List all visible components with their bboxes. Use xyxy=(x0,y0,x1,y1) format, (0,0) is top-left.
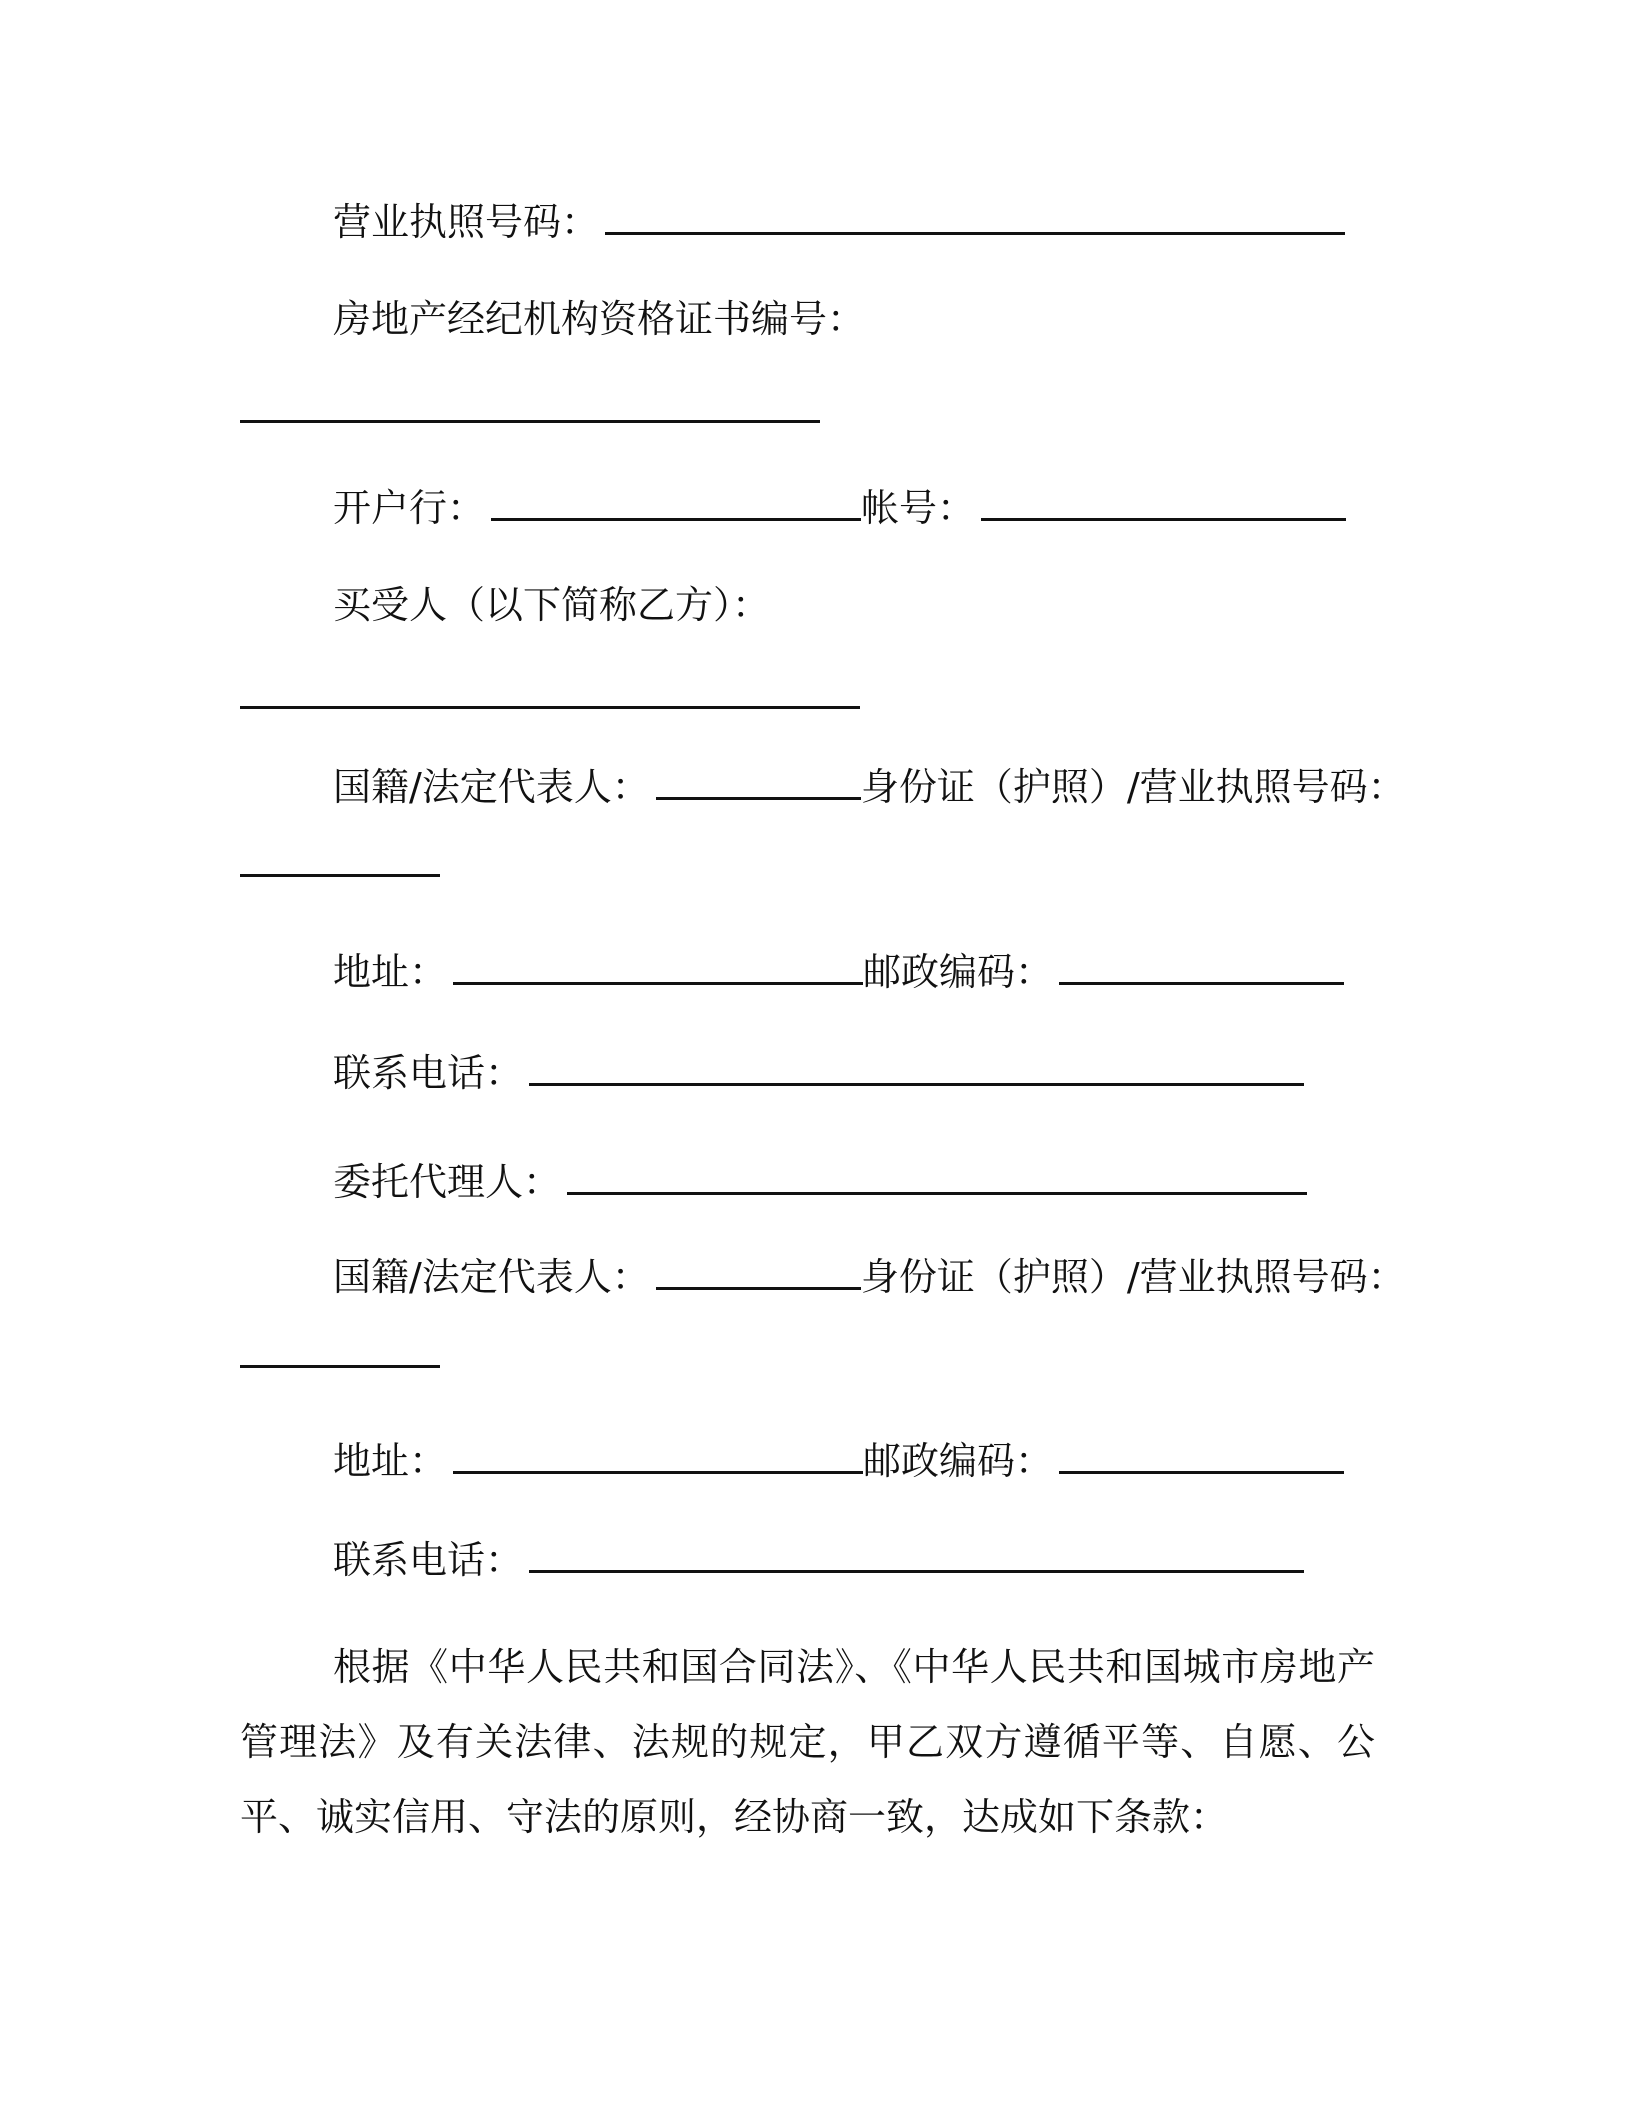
buyer-address-label: 地址： xyxy=(333,950,448,994)
buyer-nationality-label: 国籍/法定代表人： xyxy=(333,765,650,809)
agent-heading: 委托代理人： xyxy=(333,1160,562,1204)
buyer-phone-row xyxy=(333,1043,1304,1098)
agent-address-label: 地址： xyxy=(333,1439,448,1483)
agent-phone-row xyxy=(333,1530,1304,1585)
buyer-phone-blank[interactable] xyxy=(529,1043,1304,1086)
bank-blank[interactable] xyxy=(491,478,861,521)
agent-id-label: 身份证（护照）/营业执照号码： xyxy=(860,1255,1406,1299)
agency-cert-blank-row xyxy=(240,380,820,435)
agent-id-blank[interactable] xyxy=(240,1325,440,1368)
buyer-address-blank[interactable] xyxy=(453,942,863,985)
agent-nationality-label: 国籍/法定代表人： xyxy=(333,1255,650,1299)
buyer-phone-label: 联系电话： xyxy=(333,1051,524,1095)
agent-id-blank-row xyxy=(240,1325,440,1380)
license-number-label: 营业执照号码： xyxy=(333,200,600,244)
preamble-paragraph: 根据《中华人民共和国合同法》、《中华人民共和国城市房地产管理法》及有关法律、法规的规定，甲乙双方遵循平等、自愿、公平、诚实信用、守法的原则，经协商一致，达成如下条款： xyxy=(240,1645,1375,1839)
agent-postcode-blank[interactable] xyxy=(1059,1431,1344,1474)
account-label: 帐号： xyxy=(861,486,976,530)
agent-nationality-blank[interactable] xyxy=(656,1247,861,1290)
agent-phone-label: 联系电话： xyxy=(333,1538,524,1582)
agent-phone-blank[interactable] xyxy=(529,1530,1304,1573)
agency-cert-blank[interactable] xyxy=(240,380,820,423)
agent-address-blank[interactable] xyxy=(453,1431,863,1474)
buyer-heading: 买受人（以下简称乙方）： xyxy=(333,583,771,627)
buyer-nationality-blank[interactable] xyxy=(656,757,861,800)
agent-postcode-label: 邮政编码： xyxy=(863,1439,1054,1483)
buyer-nationality-row xyxy=(333,757,1406,812)
buyer-postcode-label: 邮政编码： xyxy=(863,950,1054,994)
account-blank[interactable] xyxy=(981,478,1346,521)
agency-cert-label: 房地产经纪机构资格证书编号： xyxy=(333,297,866,341)
agent-address-row xyxy=(333,1431,1344,1486)
bank-label: 开户行： xyxy=(333,486,486,530)
buyer-address-row xyxy=(333,942,1344,997)
agent-nationality-row xyxy=(333,1247,1406,1302)
buyer-name-blank[interactable] xyxy=(240,666,860,709)
buyer-name-blank-row xyxy=(240,666,860,721)
buyer-id-blank[interactable] xyxy=(240,834,440,877)
bank-account-row xyxy=(333,478,1346,533)
buyer-id-label: 身份证（护照）/营业执照号码： xyxy=(860,765,1406,809)
buyer-id-blank-row xyxy=(240,834,440,889)
agency-cert-row xyxy=(333,294,865,344)
buyer-heading-row xyxy=(333,580,770,630)
license-number-row xyxy=(333,192,1345,247)
agent-heading-row xyxy=(333,1152,1307,1207)
agent-name-blank[interactable] xyxy=(567,1152,1307,1195)
buyer-postcode-blank[interactable] xyxy=(1059,942,1344,985)
license-number-blank[interactable] xyxy=(605,192,1345,235)
